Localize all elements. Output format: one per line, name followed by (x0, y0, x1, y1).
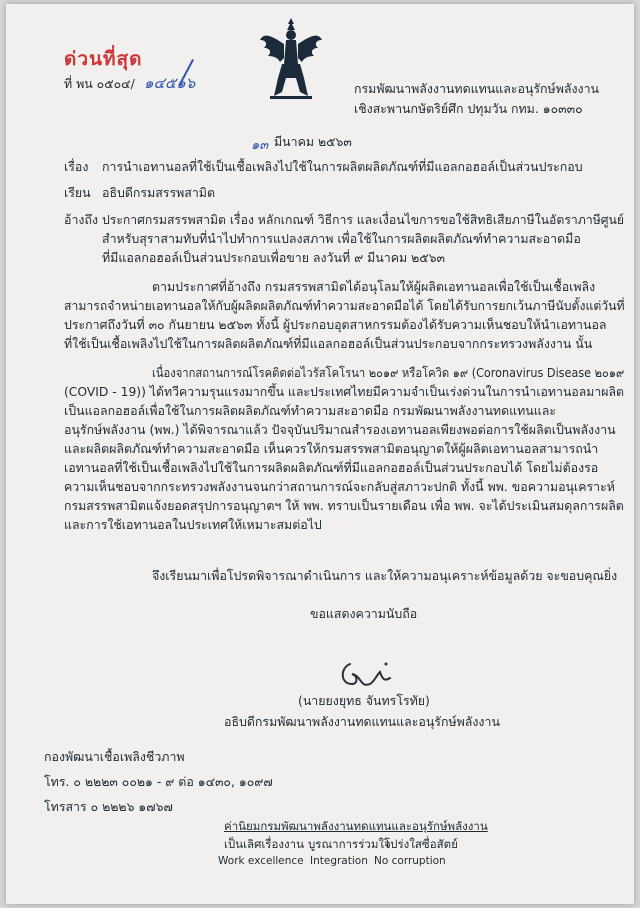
signer-title: อธิบดีกรมพัฒนาพลังงานทดแทนและอนุรักษ์พลังงาน (224, 714, 500, 729)
signer-name: (นายยงยุทธ จันทรโรทัย) (298, 693, 430, 708)
reference-number-handwritten: ๑๔๕๑๖ (144, 74, 196, 92)
addressee-label: เรียน (64, 185, 91, 200)
fax: โทรสาร ๐ ๒๒๒๖ ๑๗๖๗ (44, 799, 173, 814)
reference-line: ที่มีแอลกอฮอล์เป็นส่วนประกอบเพื่อขาย ลงวันที่ ๙ มีนาคม ๒๕๖๓ (102, 250, 445, 265)
letter-page (6, 4, 634, 904)
paragraph-line: อนุรักษ์พลังงาน (พพ.) ได้พิจารณาแล้ว ปัจจุบันปริมาณสำรองเอทานอลเพียงพอต่อการใช้ผลิตเป็นพลังงาน (64, 422, 616, 437)
closing-regards: ขอแสดงความนับถือ (310, 606, 418, 621)
value-english: Work excellence (218, 855, 304, 867)
reference-number: ที่ พน ๐๕๐๔/ (64, 76, 135, 91)
division-name: กองพัฒนาเชื้อเพลิงชีวภาพ (44, 749, 185, 764)
value-thai: บูรณาการร่วมใจ (308, 837, 391, 851)
paragraph-line: เอทานอลที่ใช้เป็นเชื้อเพลิงไปใช้ในการผลิตผลิตภัณฑ์ที่มีแอลกอฮอล์เป็นส่วนประกอบได้ โดยไม่ต้องรอ (64, 460, 599, 475)
value-thai: โปร่งใสซื่อสัตย์ (384, 837, 458, 851)
addressee-text: อธิบดีกรมสรรพสามิต (102, 185, 216, 200)
subject-label: เรื่อง (64, 159, 89, 174)
paragraph-line: และผลิตผลิตภัณฑ์ทำความสะอาดมือ เห็นควรให้กรมสรรพสามิตอนุญาตให้ผู้ผลิตเอทานอลสามารถนำ (64, 441, 599, 456)
signature-icon (336, 654, 396, 694)
paragraph-line: เนื่องจากสถานการณ์โรคติดต่อไวรัสโคโรนา ๒๐๑๙ หรือโควิด ๑๙ (Coronavirus Disease ๒๐๑๙ (152, 365, 625, 380)
reference-label: อ้างถึง (64, 212, 99, 227)
garuda-emblem-icon (258, 18, 324, 100)
date-day-handwritten: ๑๓ (251, 138, 269, 153)
closing-request: จึงเรียนมาเพื่อโปรดพิจารณาดำเนินการ และให้ความอนุเคราะห์ข้อมูลด้วย จะขอบคุณยิ่ง (152, 568, 618, 583)
reference-line: ประกาศกรมสรรพสามิต เรื่อง หลักเกณฑ์ วิธีการ และเงื่อนไขการขอใช้สิทธิเสียภาษีในอัตราภาษีศูนย์ (102, 212, 625, 227)
paragraph-line: กรมสรรพสามิตแจ้งยอดสรุปการอนุญาตฯ ให้ พพ. ทราบเป็นรายเดือน เพื่อ พพ. จะได้ประเมินสมดุลการผลิต (64, 498, 624, 513)
subject-text: การนำเอทานอลที่ใช้เป็นเชื้อเพลิงไปใช้ในการผลิตผลิตภัณฑ์ที่มีแอลกอฮอล์เป็นส่วนประกอบ (102, 159, 583, 174)
values-title: ค่านิยมกรมพัฒนาพลังงานทดแทนและอนุรักษ์พลังงาน (224, 819, 488, 833)
telephone: โทร. ๐ ๒๒๒๓ ๐๐๒๑ - ๙ ต่อ ๑๔๓๐, ๑๐๙๗ (44, 774, 273, 789)
urgency-stamp: ด่วนที่สุด (64, 48, 143, 70)
paragraph-line: (COVID - 19)) ได้ทวีความรุนแรงมากขึ้น และประเทศไทยมีความจำเป็นเร่งด่วนในการนำเอทานอลมาผลิต (64, 384, 625, 399)
letter-date: มีนาคม ๒๕๖๓ (274, 134, 352, 149)
value-english: Integration (310, 855, 368, 867)
paragraph-line: ที่ใช้เป็นเชื้อเพลิงไปใช้ในการผลิตผลิตภัณฑ์ที่มีแอลกอฮอล์เป็นส่วนประกอบจากกระทรวงพลังงาน นั้น (64, 336, 593, 351)
reference-line: สำหรับสุราสามทับที่นำไปทำการแปลงสภาพ เพื่อใช้ในการผลิตผลิตภัณฑ์ทำความสะอาดมือ (102, 231, 581, 246)
paragraph-line: ความเห็นชอบจากกระทรวงพลังงานจนกว่าสถานการณ์จะกลับสู่สภาวะปกติ ทั้งนี้ พพ. ขอความอนุเคราะห์ (64, 479, 615, 494)
value-english: No corruption (374, 855, 446, 867)
paragraph-line: ประกาศถึงวันที่ ๓๐ กันยายน ๒๕๖๓ ทั้งนี้ ผู้ประกอบอุตสาหกรรมต้องได้รับความเห็นชอบให้นำเอทานอล (64, 317, 607, 332)
paragraph-line: และการใช้เอทานอลในประเทศให้เหมาะสมต่อไป (64, 517, 322, 532)
paragraph-line: เป็นแอลกอฮอล์เพื่อใช้ในการผลิตผลิตภัณฑ์ทำความสะอาดมือ กรมพัฒนาพลังงานทดแทนและ (64, 403, 557, 418)
value-thai: เป็นเลิศเรื่องงาน (224, 837, 304, 851)
department-name: กรมพัฒนาพลังงานทดแทนและอนุรักษ์พลังงาน (354, 81, 599, 96)
department-address: เชิงสะพานกษัตริย์ศึก ปทุมวัน กทม. ๑๐๓๓๐ (354, 101, 583, 116)
paragraph-line: สามารถจำหน่ายเอทานอลให้กับผู้ผลิตผลิตภัณฑ์ทำความสะอาดมือได้ โดยได้รับการยกเว้นภาษีนับตั้งแต่วันที่ (64, 298, 625, 313)
paragraph-line: ตามประกาศที่อ้างถึง กรมสรรพสามิตได้อนุโลมให้ผู้ผลิตเอทานอลเพื่อใช้เป็นเชื้อเพลิง (152, 279, 596, 294)
